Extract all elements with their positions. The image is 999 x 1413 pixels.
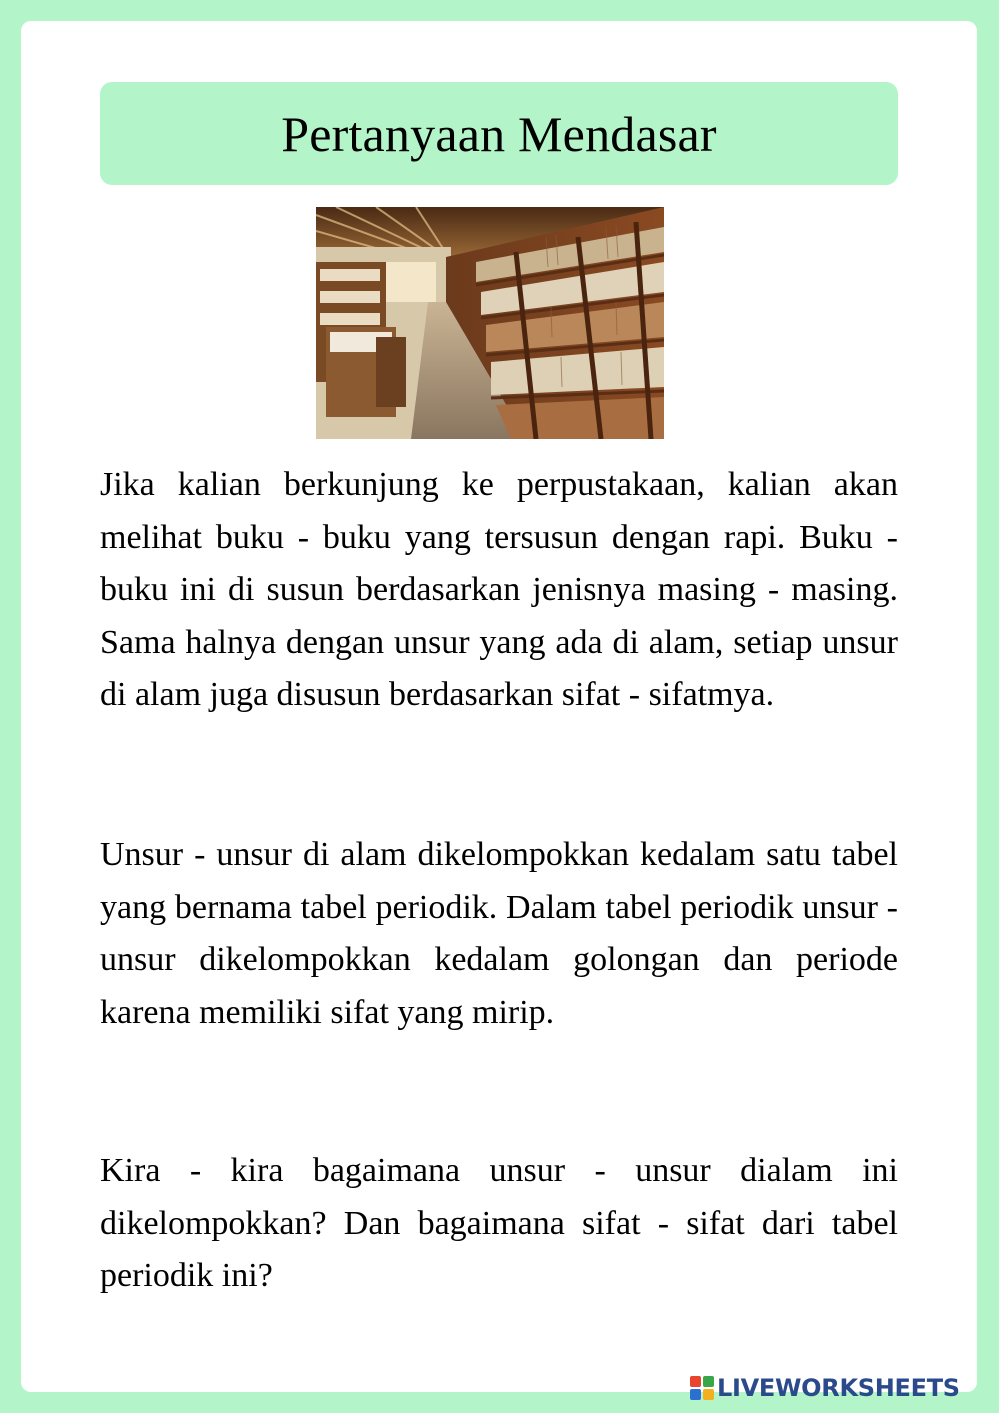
liveworksheets-logo[interactable] <box>690 1373 960 1403</box>
paragraph-2: Unsur - unsur di alam dikelompokkan kedalam satu tabel yang bernama tabel periodik. Dalam tabel periodik unsur - unsur dikelompokkan kedalam golongan dan periode karena memiliki sifat yang mirip. <box>100 836 898 1031</box>
brand-name: LIVEWORKSHEETS <box>717 1374 960 1402</box>
worksheet-page <box>21 21 977 1392</box>
title-banner <box>100 82 898 185</box>
liveworksheets-logo-icon <box>690 1376 714 1400</box>
paragraph-1: Jika kalian berkunjung ke perpustakaan, kalian akan melihat buku - buku yang tersusun dengan rapi. Buku - buku ini di susun berdasarkan jenisnya masing - masing. Sama halnya dengan unsur yang ada di alam, setiap unsur di alam juga disusun berdasarkan sifat - sifatmya. <box>100 466 898 713</box>
bookstore-shelves-photo <box>316 207 664 439</box>
paragraph-3: Kira - kira bagaimana unsur - unsur dialam ini dikelompokkan? Dan bagaimana sifat - sifat dari tabel periodik ini? <box>100 1152 898 1294</box>
page-title: Pertanyaan Mendasar <box>281 105 717 162</box>
